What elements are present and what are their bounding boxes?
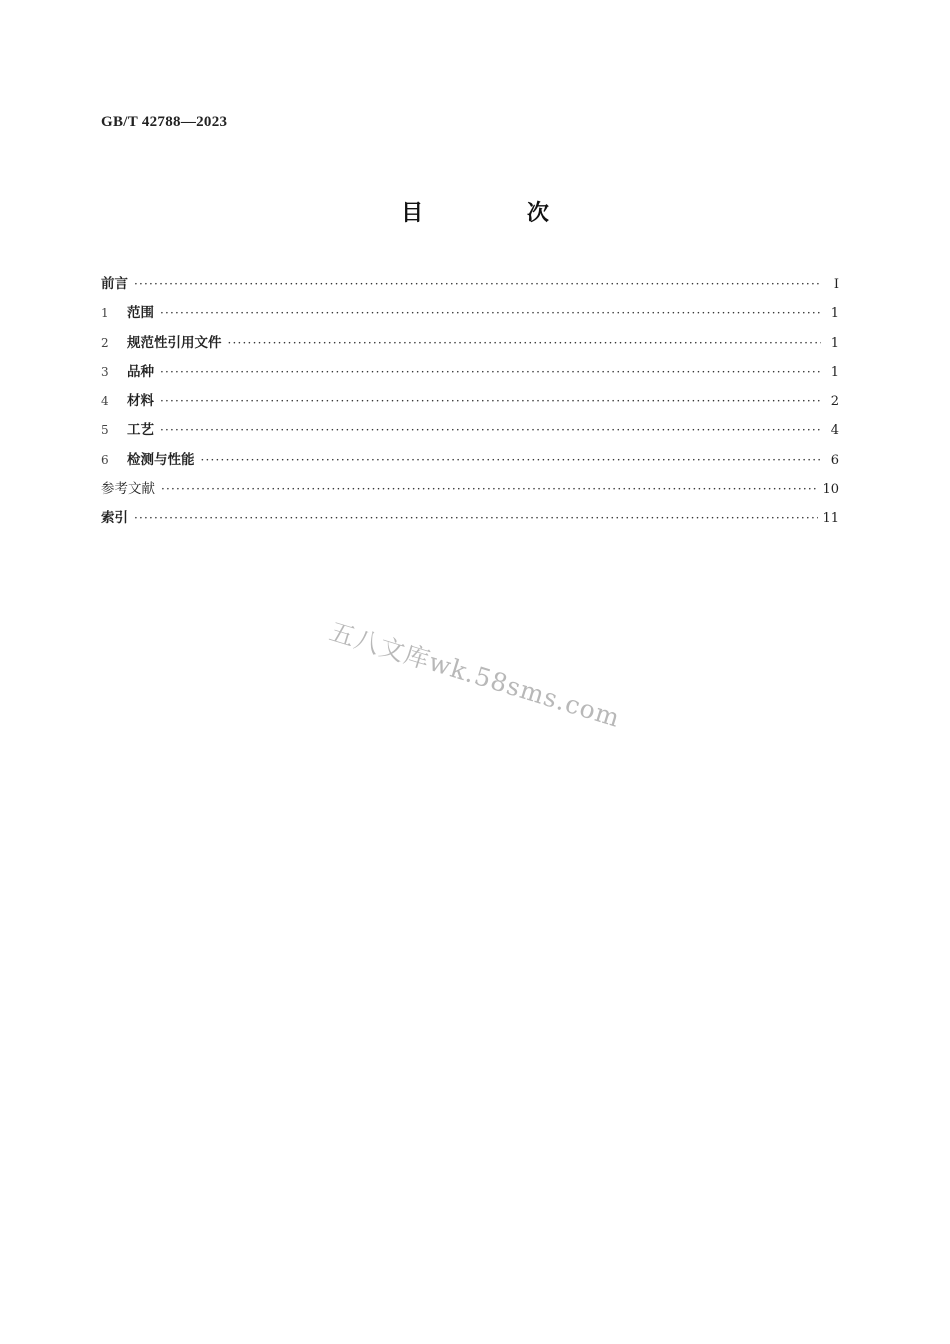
toc-entry-bibliography[interactable]	[101, 477, 839, 506]
toc-leader-dots	[160, 365, 821, 379]
toc-entry-page: 6	[830, 452, 839, 468]
toc-entry-number: 6	[101, 452, 109, 467]
toc-leader-dots	[228, 336, 822, 350]
toc-entry-number: 4	[101, 394, 109, 409]
toc-entry-page: 10	[822, 482, 839, 498]
toc-entry-label: 工艺	[127, 422, 154, 439]
toc-entry-index[interactable]	[101, 506, 839, 535]
toc-leader-dots	[160, 394, 821, 408]
toc-entry-page: 4	[830, 423, 839, 439]
toc-entry-label: 规范性引用文件	[127, 334, 222, 351]
toc-entry-label: 范围	[127, 305, 154, 322]
toc-leader-dots	[134, 277, 821, 291]
toc-entry-testing-performance[interactable]	[101, 448, 839, 477]
toc-entry-label: 检测与性能	[127, 451, 195, 468]
toc-entry-page: 2	[830, 394, 839, 410]
toc-entry-label: 品种	[127, 363, 154, 380]
toc-entry-page: 11	[822, 511, 839, 527]
toc-entry-number: 3	[101, 364, 109, 379]
toc-entry-normative-references[interactable]	[101, 331, 839, 360]
toc-entry-label: 前言	[101, 276, 128, 292]
toc-entry-page: 1	[830, 335, 839, 351]
toc-leader-dots	[160, 423, 821, 437]
toc-leader-dots	[201, 453, 822, 467]
toc-leader-dots	[161, 482, 818, 496]
toc-leader-dots	[134, 511, 818, 525]
toc-entry-materials[interactable]	[101, 389, 839, 418]
watermark: 五八文库wk.58sms.com	[326, 616, 624, 733]
toc-entry-scope[interactable]	[101, 301, 839, 330]
toc-entry-label: 材料	[127, 393, 154, 410]
toc-entry-varieties[interactable]	[101, 360, 839, 389]
toc-entry-page: 1	[830, 306, 839, 322]
toc-title: 目 次	[401, 201, 597, 226]
toc-entry-label: 参考文献	[101, 481, 155, 498]
toc-entry-process[interactable]	[101, 418, 839, 447]
toc-entry-page: I	[833, 277, 839, 292]
standard-code: GB/T 42788—2023	[101, 114, 228, 130]
toc-entry-page: 1	[830, 364, 839, 380]
toc-entry-number: 5	[101, 423, 109, 438]
toc-entry-label: 索引	[101, 510, 128, 527]
toc-entry-foreword[interactable]	[101, 272, 839, 301]
table-of-contents	[101, 272, 839, 536]
toc-entry-number: 2	[101, 335, 109, 350]
toc-leader-dots	[160, 306, 821, 320]
toc-entry-number: 1	[101, 306, 109, 321]
